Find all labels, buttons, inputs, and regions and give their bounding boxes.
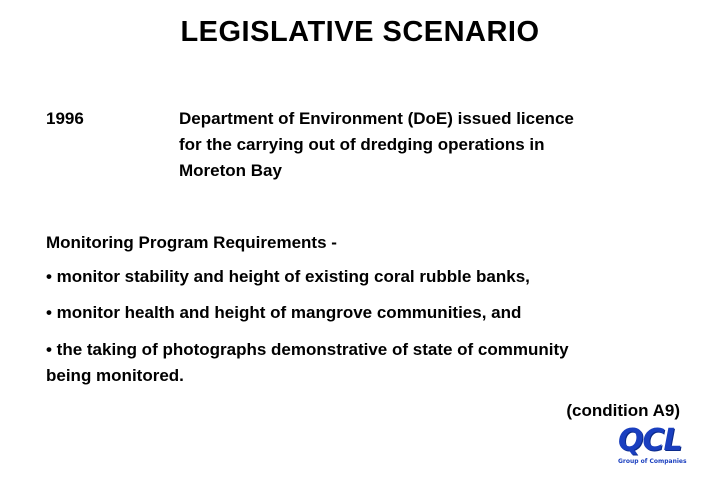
requirement-bullet: • monitor stability and height of existing coral rubble banks, — [46, 267, 530, 286]
requirement-bullet — [46, 337, 676, 389]
requirements-heading: Monitoring Program Requirements - — [46, 233, 337, 252]
logo-letters: QCL — [618, 423, 682, 458]
licence-description — [179, 106, 649, 184]
licence-line: Department of Environment (DoE) issued licence — [179, 109, 574, 128]
slide-title: LEGISLATIVE SCENARIO — [180, 16, 540, 48]
licence-line: for the carrying out of dredging operations in — [179, 135, 545, 154]
condition-reference: (condition A9) — [566, 401, 680, 420]
licence-line: Moreton Bay — [179, 161, 282, 180]
requirement-bullet-line: being monitored. — [46, 366, 184, 385]
logo-tagline: Group of Companies — [618, 458, 687, 465]
requirement-bullet: • monitor health and height of mangrove communities, and — [46, 303, 522, 322]
entry-year: 1996 — [46, 109, 84, 128]
requirement-bullet-line: • the taking of photographs demonstrative of state of community — [46, 340, 569, 359]
qcl-logo — [618, 423, 692, 468]
